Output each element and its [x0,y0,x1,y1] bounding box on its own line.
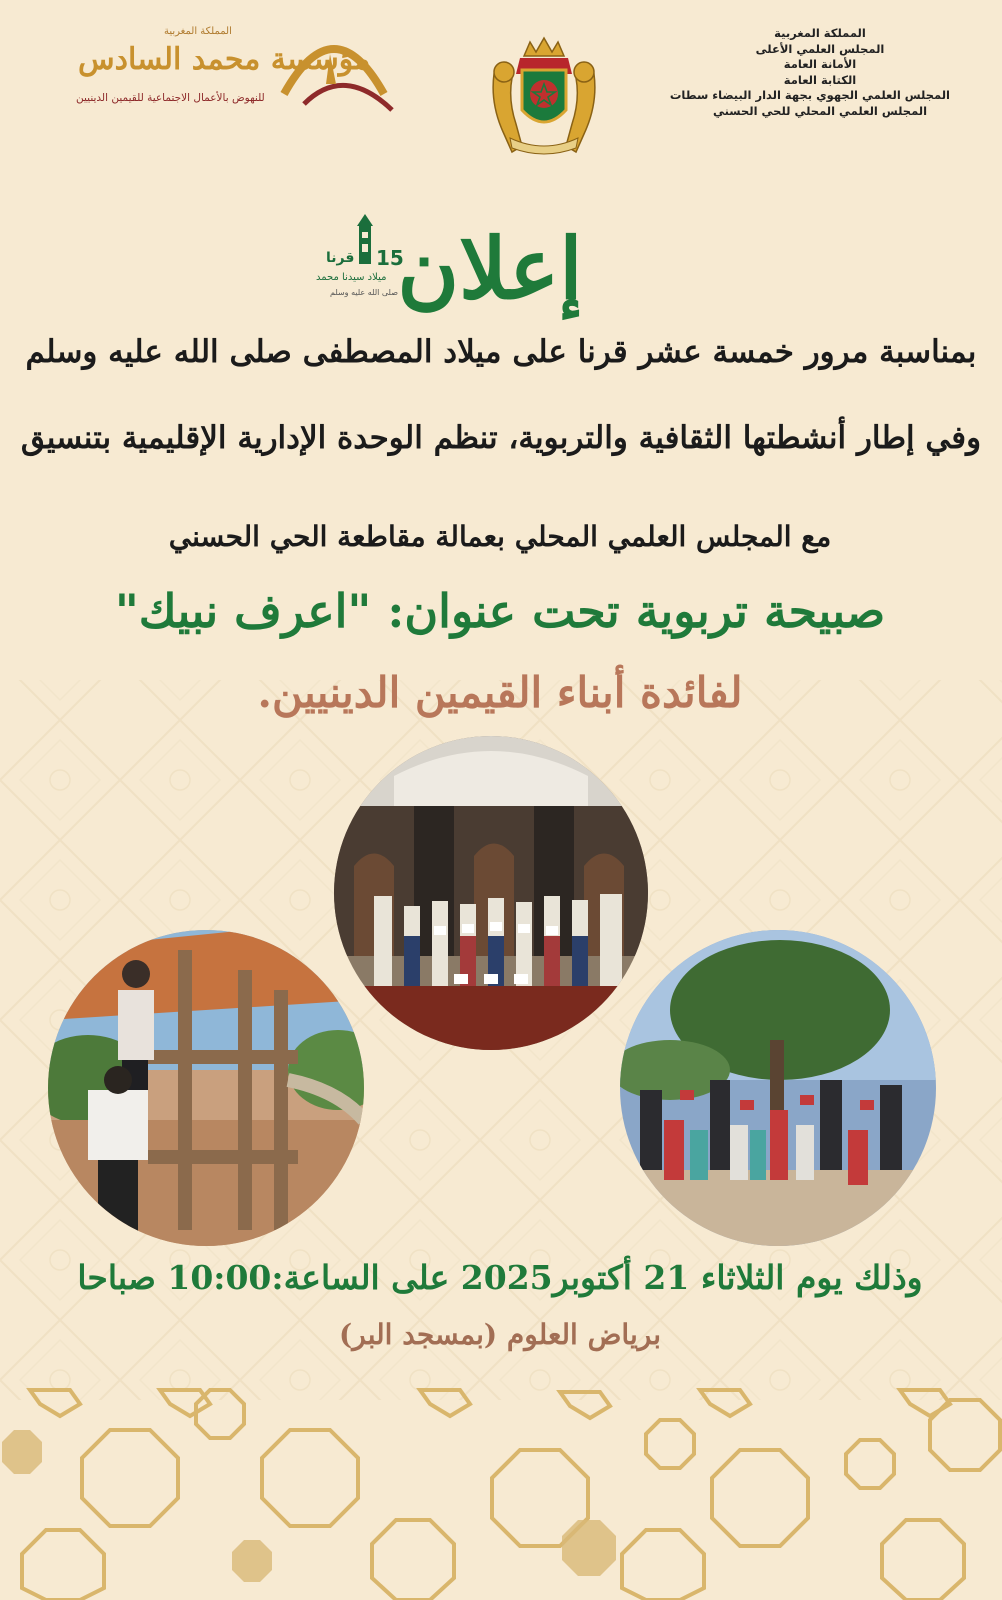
header-line: المملكة المغربية [774,26,866,40]
beneficiaries-text: لفائدة أبناء القيمين الدينيين. [257,668,743,717]
issuer-header [669,26,950,119]
header-line: المجلس العلمي الأعلى [755,41,885,56]
foundation-kingdom-text: المملكة المغربية [164,26,232,37]
decorative-stars [0,1370,1002,1600]
minaret-icon [352,212,378,264]
occasion-text: بمناسبة مرور خمسة عشر قرنا على ميلاد المصطفى صلى الله عليه وسلم [25,334,977,370]
event-title: صبيحة تربوية تحت عنوان: "اعرف نبيك" [114,584,886,638]
centuries-line1: ميلاد سيدنا محمد [316,272,387,283]
coordination-text: مع المجلس العلمي المحلي بعمالة مقاطعة الحي الحسني [168,520,832,553]
foundation-name: مؤسسة محمد السادس [78,42,371,77]
photo-group-mosque [334,736,648,1050]
foundation-logo [74,24,394,116]
centuries-number: 15 [376,246,404,270]
date-time-text: وذلك يوم الثلاثاء 21 أكتوبر2025 على الساعة:10:00 صباحا [77,1258,923,1297]
centuries-word: قرنا [326,250,355,266]
header-line: الأمانة العامة [783,57,857,71]
header-line: المجلس العلمي الجهوي بجهة الدار البيضاء سطات [669,88,950,102]
header-line: المجلس العلمي المحلي للحي الحسني [712,103,928,118]
photo-playground [48,930,364,1246]
framework-text: وفي إطار أنشطتها الثقافية والتربوية، تنظم الوحدة الإدارية الإقليمية بتنسيق [20,420,982,456]
foundation-subtitle: للنهوض بالأعمال الاجتماعية للقيمين الدينيين [76,92,265,104]
coat-of-arms-icon [486,34,602,158]
location-text: برياض العلوم (بمسجد البر) [339,1318,661,1351]
announcement-title: إعلان [397,219,583,318]
centuries-line2: صلى الله عليه وسلم [330,288,398,297]
header-line: الكتابة العامة [783,72,857,87]
photo-children-flags [620,930,936,1246]
